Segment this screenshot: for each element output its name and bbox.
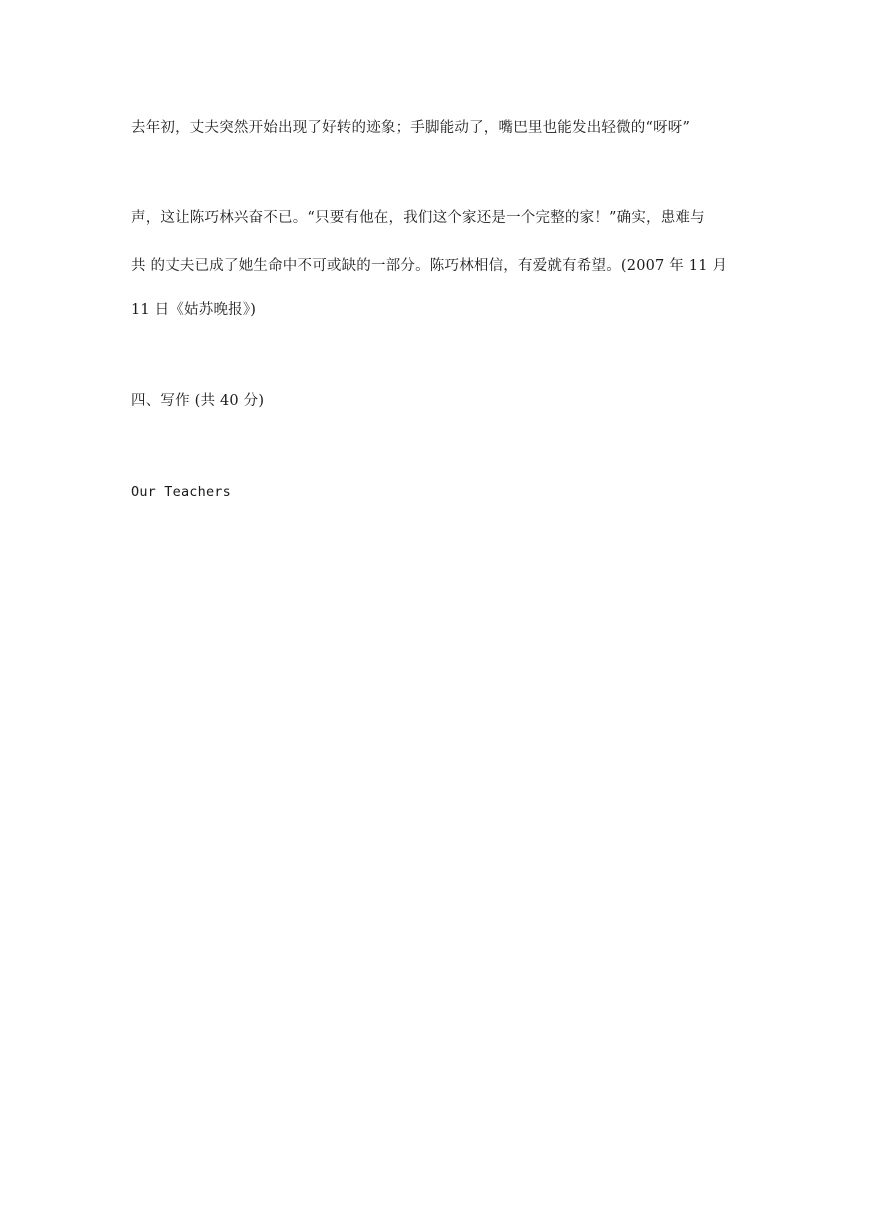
paragraph-line-2: 声，这让陈巧林兴奋不已。“只要有他在，我们这个家还是一个完整的家！”确实，患难与 — [131, 210, 705, 226]
paragraph-line-4: 11 日《姑苏晚报》) — [131, 302, 257, 318]
paragraph-line-3: 共 的丈夫已成了她生命中不可或缺的一部分。陈巧林相信，有爱就有希望。(2007 年 11 月 — [131, 258, 728, 274]
paragraph-line-1: 去年初，丈夫突然开始出现了好转的迹象；手脚能动了，嘴巴里也能发出轻微的“呀呀” — [131, 120, 691, 136]
section-heading-writing: 四、写作 (共 40 分) — [131, 393, 265, 409]
essay-title: Our Teachers — [131, 484, 231, 500]
